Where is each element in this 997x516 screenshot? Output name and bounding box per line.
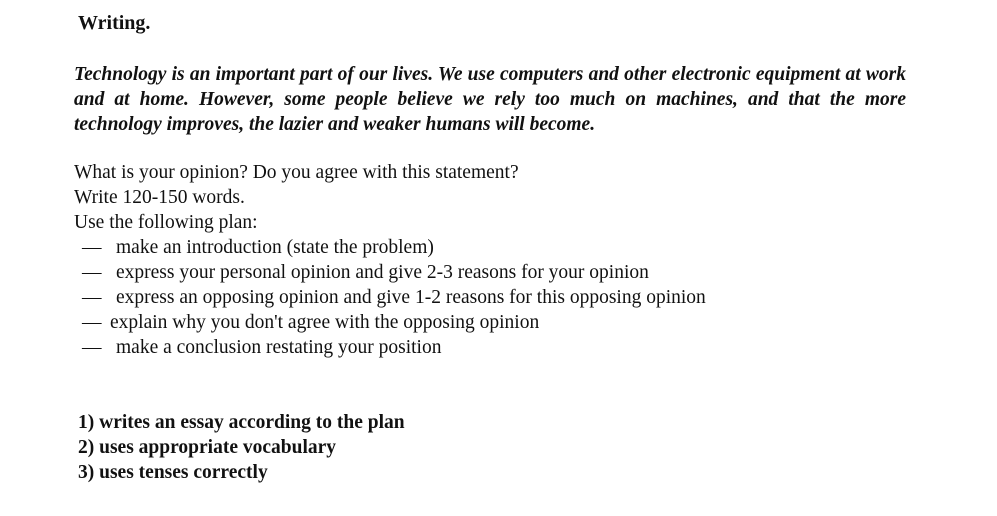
question-line: What is your opinion? Do you agree with this statement? bbox=[74, 162, 519, 183]
section-heading: Writing. bbox=[78, 12, 151, 34]
assessment-criteria bbox=[78, 410, 405, 485]
word-count-line: Write 120-150 words. bbox=[74, 187, 245, 208]
dash-bullet: — bbox=[82, 312, 102, 333]
plan-item-text: make a conclusion restating your position bbox=[116, 337, 442, 358]
plan-item-text: make an introduction (state the problem) bbox=[116, 237, 434, 258]
plan-intro-line: Use the following plan: bbox=[74, 212, 258, 233]
plan-item-text: express an opposing opinion and give 1-2 reasons for this opposing opinion bbox=[116, 287, 706, 308]
criteria-item: 2) uses appropriate vocabulary bbox=[78, 437, 337, 458]
dash-bullet: — bbox=[82, 262, 102, 283]
dash-bullet: — bbox=[82, 337, 102, 358]
criteria-item: 3) uses tenses correctly bbox=[78, 462, 268, 483]
plan-item-text: explain why you don't agree with the opposing opinion bbox=[110, 312, 540, 333]
dash-bullet: — bbox=[82, 287, 102, 308]
dash-bullet: — bbox=[82, 237, 102, 258]
criteria-item: 1) writes an essay according to the plan bbox=[78, 412, 405, 433]
plan-item-text: express your personal opinion and give 2-3 reasons for your opinion bbox=[116, 262, 649, 283]
essay-prompt: Technology is an important part of our lives. We use computers and other electronic equipment at work and at home. However, some people believe we rely too much on machines, and that the more technology improves, the lazier and weaker humans will become. bbox=[74, 64, 906, 135]
